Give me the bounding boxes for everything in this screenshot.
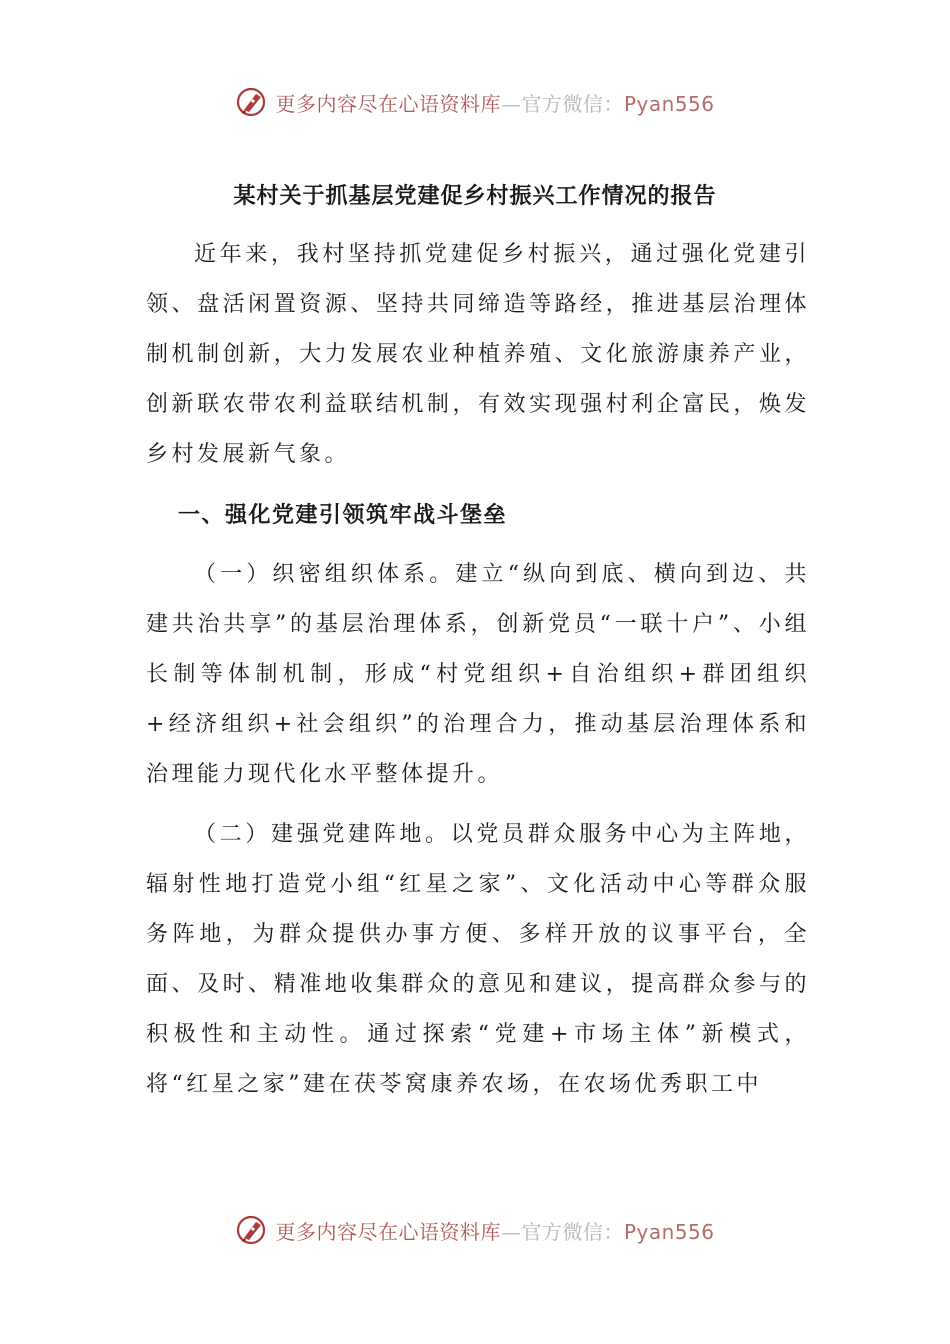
watermark-banner-bottom <box>0 1210 950 1250</box>
body-paragraph-1: （一）织密组织体系。建立“纵向到底、横向到边、共建共治共享”的基层治理体系，创新党员“一联十户”、小组长制等体制机制，形成“村党组织+自治组织+群团组织+经济组织+社会组织”的治理合力，推动基层治理体系和治理能力现代化水平整体提升。 <box>146 562 810 787</box>
watermark-text: 更多内容尽在心语资料库—官方微信：Pyan556 <box>275 91 715 116</box>
pen-nib-logo-icon <box>235 1213 269 1247</box>
watermark-banner-top <box>0 82 950 122</box>
watermark-text: 更多内容尽在心语资料库—官方微信：Pyan556 <box>275 1219 715 1244</box>
body-paragraph-2: （二）建强党建阵地。以党员群众服务中心为主阵地，辐射性地打造党小组“红星之家”、文化活动中心等群众服务阵地，为群众提供办事方便、多样开放的议事平台，全面、及时、精准地收集群众的意见和建议，提高群众参与的积极性和主动性。通过探索“党建+市场主体”新模式，将“红星之家”建在茯苓窝康养农场，在农场优秀职工中 <box>146 822 810 1097</box>
section-heading: 一、强化党建引领筑牢战斗堡垒 <box>178 502 508 528</box>
document-title: 某村关于抓基层党建促乡村振兴工作情况的报告 <box>233 183 717 209</box>
document-body <box>146 230 810 1120</box>
intro-paragraph: 近年来，我村坚持抓党建促乡村振兴，通过强化党建引领、盘活闲置资源、坚持共同缔造等路经，推进基层治理体制机制创新，大力发展农业种植养殖、文化旅游康养产业，创新联农带农利益联结机制，有效实现强村利企富民，焕发乡村发展新气象。 <box>146 242 810 467</box>
pen-nib-logo-icon <box>235 85 269 119</box>
